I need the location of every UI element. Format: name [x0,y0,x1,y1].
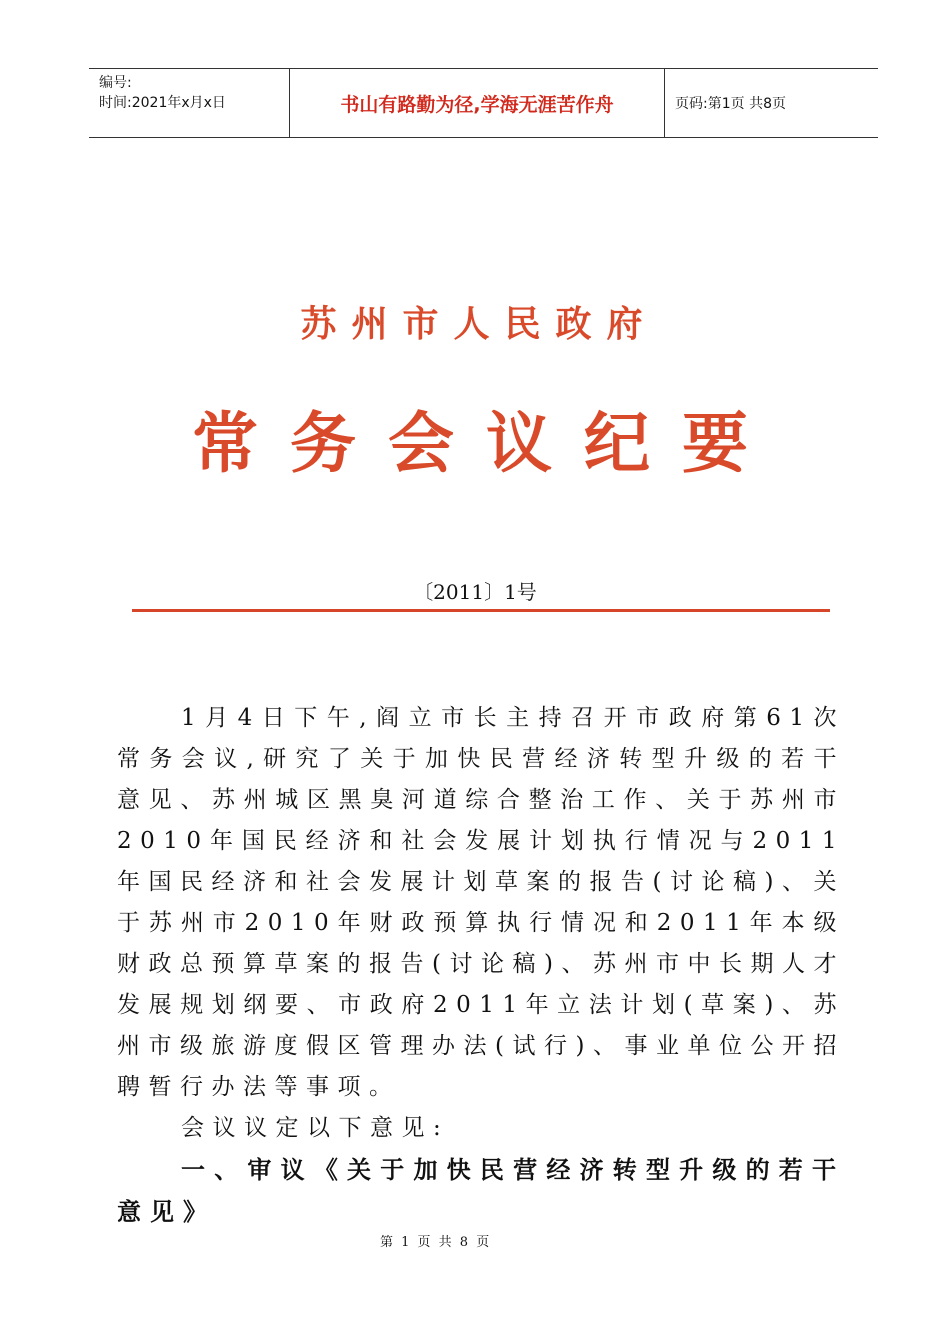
header-page-info: 页码:第1页 共8页 [675,96,786,112]
time-label: 时间:2021年x月x日 [99,95,226,111]
section-heading: 一、审议《关于加快民营经济转型升级的若干意见》 [117,1156,845,1226]
body-paragraph: 1月4日下午,阎立市长主持召开市政府第61次常务会议,研究了关于加快民营经济转型升级的若干意见、苏州城区黑臭河道综合整治工作、关于苏州市2010年国民经济和社会发展计划执行情况与2011年国民经济和社会发展计划草案的报告(讨论稿)、关于苏州市2010年财政预算执行情况和2011年本级财政总预算草案的报告(讨论稿)、苏州市中长期人才发展规划纲要、市政府2011年立法计划(草案)、苏州市级旅游度假区管理办法(试行)、事业单位公开招聘暂行办法等事项。 [117,705,845,1100]
page-footer: 第 1 页 共 8 页 [380,1235,492,1250]
document-number: 〔2011〕1号 [413,580,537,604]
red-divider [132,609,830,612]
document-body [117,698,845,1233]
title-government: 苏州市人民政府 [300,303,658,345]
header-left-cell [89,69,289,137]
body-paragraph: 会议议定以下意见: [181,1115,450,1141]
motto: 书山有路勤为径,学海无涯苦作舟 [289,69,665,137]
title-meeting-minutes: 常务会议纪要 [192,404,780,482]
header-table [89,68,878,138]
code-label: 编号: [99,75,132,91]
